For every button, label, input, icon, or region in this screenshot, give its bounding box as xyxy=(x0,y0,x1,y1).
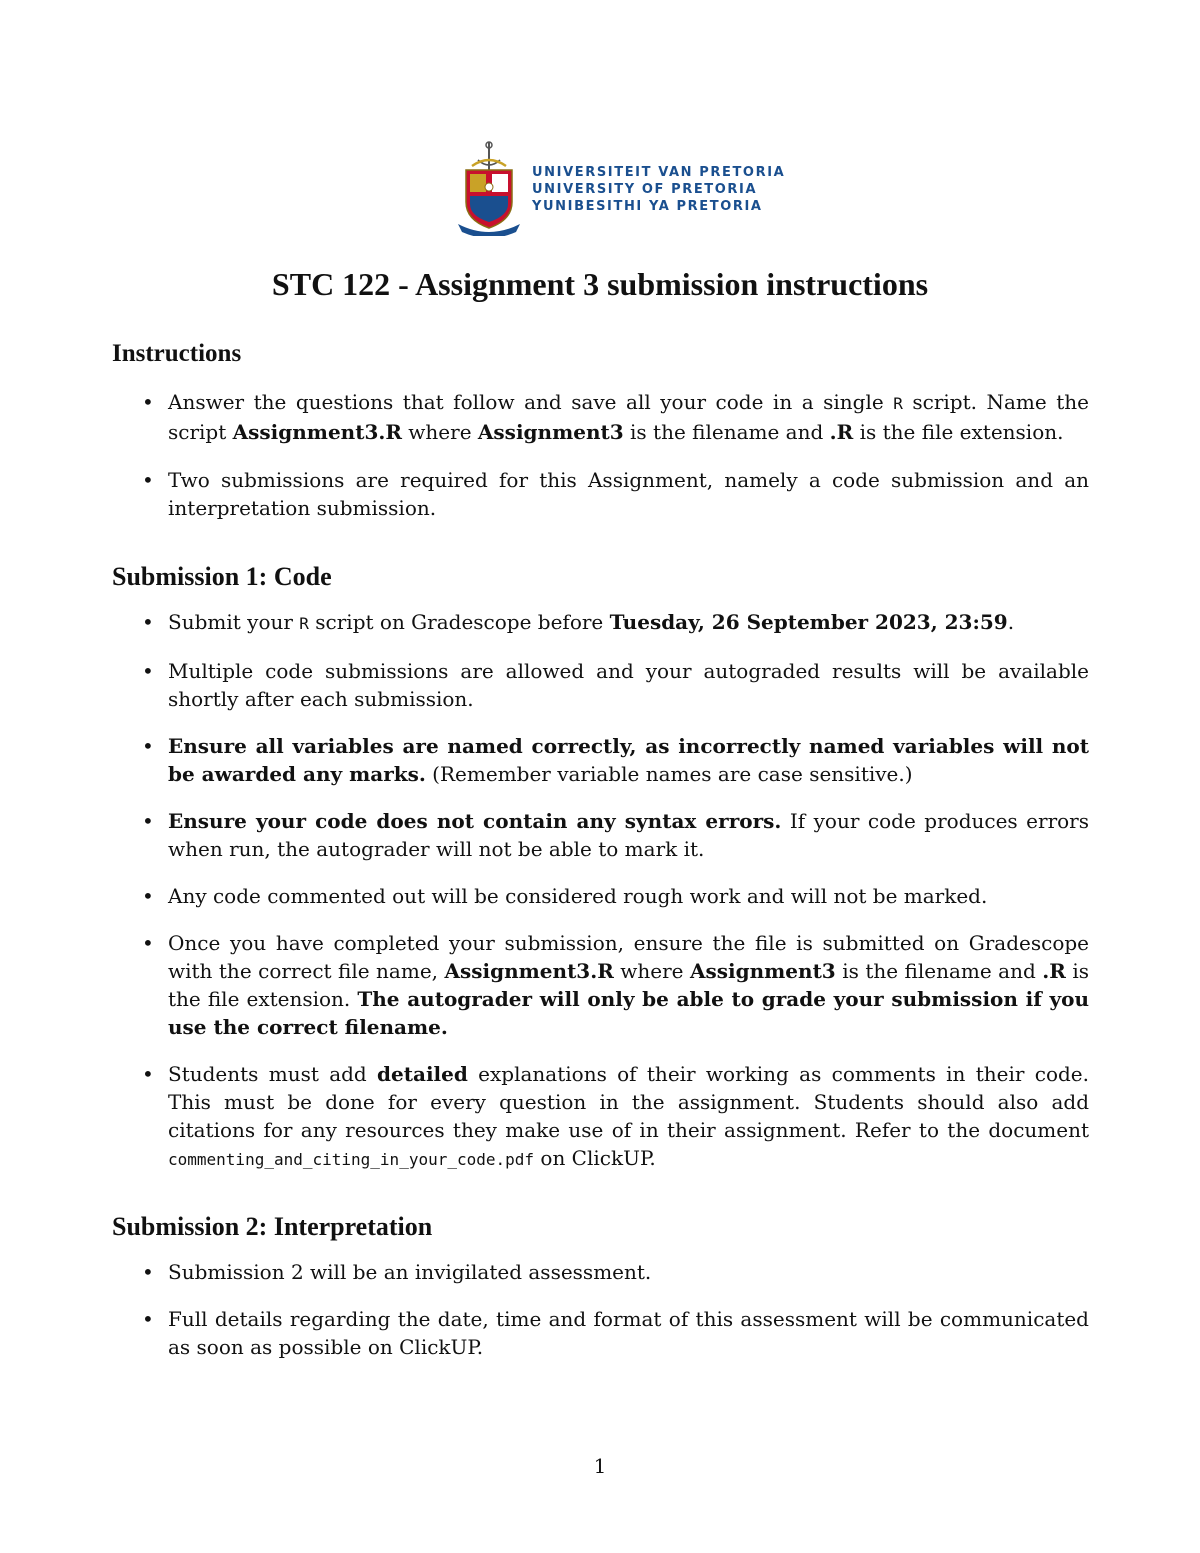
list-item xyxy=(112,608,1089,638)
deadline: Tuesday, 26 September 2023, 23:59 xyxy=(609,610,1008,634)
text: Submit your xyxy=(168,610,300,634)
filename-bold: Assignment3.R xyxy=(232,420,402,444)
list-item xyxy=(112,807,1089,863)
r-code: R xyxy=(299,614,309,633)
list-item xyxy=(112,466,1089,522)
text: . xyxy=(1007,610,1015,634)
r-code: R xyxy=(893,394,903,413)
document-filename: commenting_and_citing_in_your_code.pdf xyxy=(168,1150,535,1169)
bold-text: Ensure all variables are named correctly, as incorrectly named variables will not be awarded any marks. xyxy=(168,734,1089,786)
bold-text: The autograder will only be able to grade your submission if you use the correct filename. xyxy=(168,987,1089,1039)
submission-2-list xyxy=(112,1258,1089,1361)
list-item xyxy=(112,657,1089,713)
list-item xyxy=(112,929,1089,1041)
section-heading-submission-1: Submission 1: Code xyxy=(112,562,332,591)
document-body xyxy=(112,340,1089,1361)
text: Once you have completed your submission, ensure the file is submitted on Gradescope with the correct file name, xyxy=(168,931,1089,983)
text: script. Name the script xyxy=(168,390,1089,444)
text: Multiple code submissions are allowed and your autograded results will be available shortly after each submission. xyxy=(168,659,1089,711)
text: (Remember variable names are case sensitive.) xyxy=(425,762,913,786)
filename-bold: Assignment3.R xyxy=(444,959,614,983)
text: explanations of their working as comments in their code. This must be done for every question in the assignment. Students should also add citations for any resources they make use of in their assignment. Refer to the document xyxy=(168,1062,1089,1142)
logo-wordmark xyxy=(532,164,785,215)
instructions-list xyxy=(112,388,1089,522)
filename-bold: Assignment3 xyxy=(477,420,624,444)
text: Two submissions are required for this Assignment, namely a code submission and an interpretation submission. xyxy=(168,468,1089,520)
bold-text: Ensure your code does not contain any syntax errors. xyxy=(168,809,782,833)
list-item xyxy=(112,1060,1089,1174)
filename-bold: Assignment3 xyxy=(689,959,836,983)
submission-1-list xyxy=(112,608,1089,1174)
university-logo xyxy=(456,140,785,236)
text: Submission 2 will be an invigilated assessment. xyxy=(168,1260,652,1284)
section-heading-submission-2: Submission 2: Interpretation xyxy=(112,1212,433,1241)
logo-line-english: UNIVERSITY OF PRETORIA xyxy=(532,181,758,197)
bold-text: detailed xyxy=(377,1062,468,1086)
section-heading-instructions: Instructions xyxy=(112,340,242,367)
text: is the file extension. xyxy=(168,959,1089,1011)
text: Students must add xyxy=(168,1062,378,1086)
extension-bold: .R xyxy=(1042,959,1066,983)
logo-line-sepedi: YUNIBESITHI YA PRETORIA xyxy=(532,198,763,214)
extension-bold: .R xyxy=(829,420,854,444)
text: where xyxy=(613,959,690,983)
list-item xyxy=(112,1258,1089,1286)
document-title: STC 122 - Assignment 3 submission instructions xyxy=(271,266,929,302)
text: is the filename and xyxy=(835,959,1043,983)
university-crest-icon xyxy=(456,140,522,236)
list-item xyxy=(112,1305,1089,1361)
list-item xyxy=(112,732,1089,788)
text: If your code produces errors when run, the autograder will not be able to mark it. xyxy=(168,809,1089,861)
logo-line-afrikaans: UNIVERSITEIT VAN PRETORIA xyxy=(532,164,786,180)
text: script on Gradescope before xyxy=(308,610,610,634)
text: Answer the questions that follow and save all your code in a single xyxy=(168,390,894,414)
text: is the filename and xyxy=(623,420,830,444)
page-number: 1 xyxy=(593,1454,607,1478)
text: Full details regarding the date, time and format of this assessment will be communicated as soon as possible on ClickUP. xyxy=(168,1307,1089,1359)
list-item xyxy=(112,882,1089,910)
text: where xyxy=(401,420,478,444)
text: on ClickUP. xyxy=(534,1146,656,1170)
text: Any code commented out will be considered rough work and will not be marked. xyxy=(168,884,988,908)
text: is the file extension. xyxy=(853,420,1064,444)
list-item xyxy=(112,388,1089,446)
